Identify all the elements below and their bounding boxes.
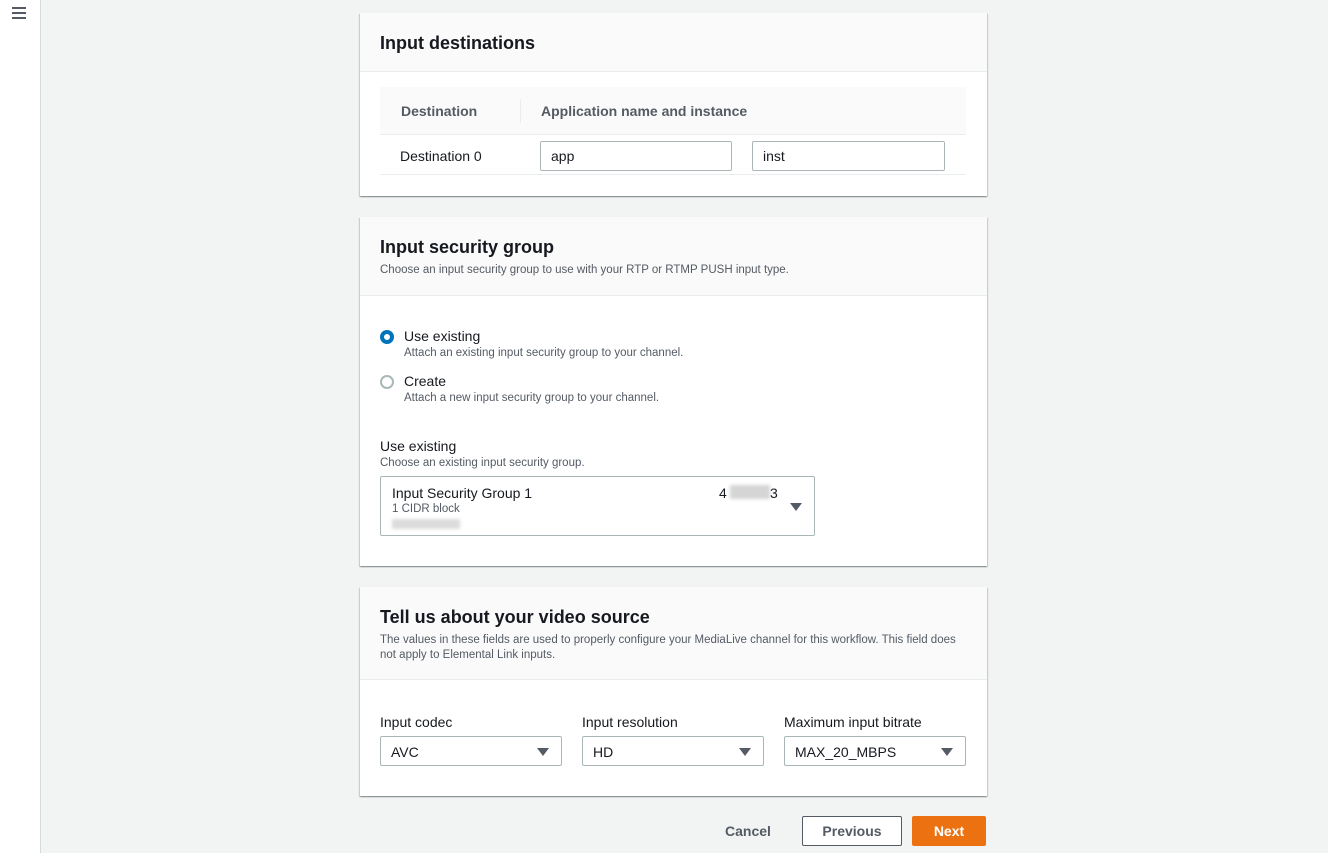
use-existing-description: Choose an existing input security group. [380,457,585,469]
radio-selected-icon[interactable] [380,330,394,344]
input-codec-label: Input codec [380,714,453,730]
security-group-id-end: 3 [770,485,778,501]
column-divider [520,99,521,123]
panel-header [360,13,987,72]
caret-down-icon [941,748,953,756]
redacted-id-blur [730,485,770,499]
radio-label[interactable]: Create [404,373,447,389]
table-row [380,135,966,175]
security-group-id-start: 4 [719,485,727,501]
caret-down-icon [790,503,802,511]
panel-description: Choose an input security group to use with your RTP or RTMP PUSH input type. [380,264,789,276]
use-existing-label: Use existing [380,438,457,454]
input-resolution-select[interactable] [582,736,764,766]
table-header [380,87,966,135]
cancel-button[interactable]: Cancel [714,817,782,845]
hamburger-menu-icon[interactable] [11,5,29,21]
max-bitrate-label: Maximum input bitrate [784,714,922,730]
application-name-input[interactable] [540,141,732,171]
panel-header [360,587,987,680]
redacted-cidr-blur [392,519,460,529]
panel-header [360,217,987,296]
radio-unselected-icon[interactable] [380,375,394,389]
previous-button[interactable]: Previous [802,816,902,846]
caret-down-icon [739,748,751,756]
input-destinations-panel [360,13,987,196]
caret-down-icon [537,748,549,756]
select-value: AVC [391,744,419,760]
column-header-destination: Destination [401,103,478,119]
radio-description: Attach a new input security group to your channel. [404,392,660,404]
application-instance-input[interactable] [752,141,945,171]
select-value: HD [593,744,614,760]
input-resolution-label: Input resolution [582,714,678,730]
radio-description: Attach an existing input security group to your channel. [404,347,684,359]
left-nav-rail [0,0,41,853]
input-security-group-panel [360,217,987,566]
panel-title: Tell us about your video source [380,607,650,627]
destination-label: Destination 0 [400,148,482,164]
next-button[interactable]: Next [912,816,986,846]
column-header-application: Application name and instance [541,103,748,119]
input-codec-select[interactable] [380,736,562,766]
security-group-cidr: 1 CIDR block [392,503,460,515]
panel-title: Input destinations [380,33,535,53]
panel-description: The values in these fields are used to properly configure your MediaLive channel for this workflow. This field does not apply to Elemental Link inputs. [380,634,956,661]
security-group-select[interactable] [380,476,815,536]
panel-title: Input security group [380,237,555,257]
security-group-name: Input Security Group 1 [392,485,533,501]
select-value: MAX_20_MBPS [795,744,897,760]
radio-label[interactable]: Use existing [404,328,481,344]
max-bitrate-select[interactable] [784,736,966,766]
destinations-table [380,87,966,175]
video-source-panel [360,587,987,796]
